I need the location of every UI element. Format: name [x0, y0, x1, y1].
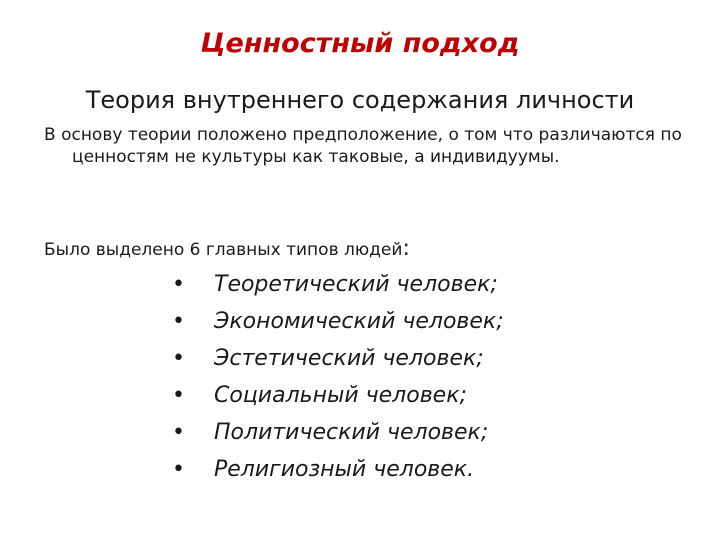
bullet-icon: •: [172, 272, 185, 297]
person-type: Экономический человек;: [214, 309, 504, 334]
bullet-icon: •: [172, 457, 185, 482]
person-types-list: [172, 266, 504, 488]
list-item: [172, 377, 504, 414]
list-item: [172, 303, 504, 340]
person-type: Эстетический человек;: [214, 346, 484, 371]
list-item: [172, 266, 504, 303]
bullet-icon: •: [172, 383, 185, 408]
person-type: Религиозный человек.: [214, 457, 475, 482]
types-intro-text: Было выделено 6 главных типов людей: [44, 240, 403, 260]
list-item: [172, 340, 504, 377]
theory-paragraph: В основу теории положено предположение, о том что различаются по ценностям не культуры как таковые, а индивидуумы.: [44, 125, 682, 167]
types-intro-colon: :: [402, 236, 410, 261]
slide-subtitle: Теория внутреннего содержания личности: [85, 86, 635, 114]
list-item: [172, 451, 504, 488]
types-intro: [44, 238, 684, 261]
bullet-icon: •: [172, 309, 185, 334]
person-type: Политический человек;: [214, 420, 489, 445]
person-type: Теоретический человек;: [214, 272, 498, 297]
bullet-icon: •: [172, 420, 185, 445]
list-item: [172, 414, 504, 451]
slide-title: Ценностный подход: [200, 28, 520, 59]
person-type: Социальный человек;: [214, 383, 467, 408]
bullet-icon: •: [172, 346, 185, 371]
